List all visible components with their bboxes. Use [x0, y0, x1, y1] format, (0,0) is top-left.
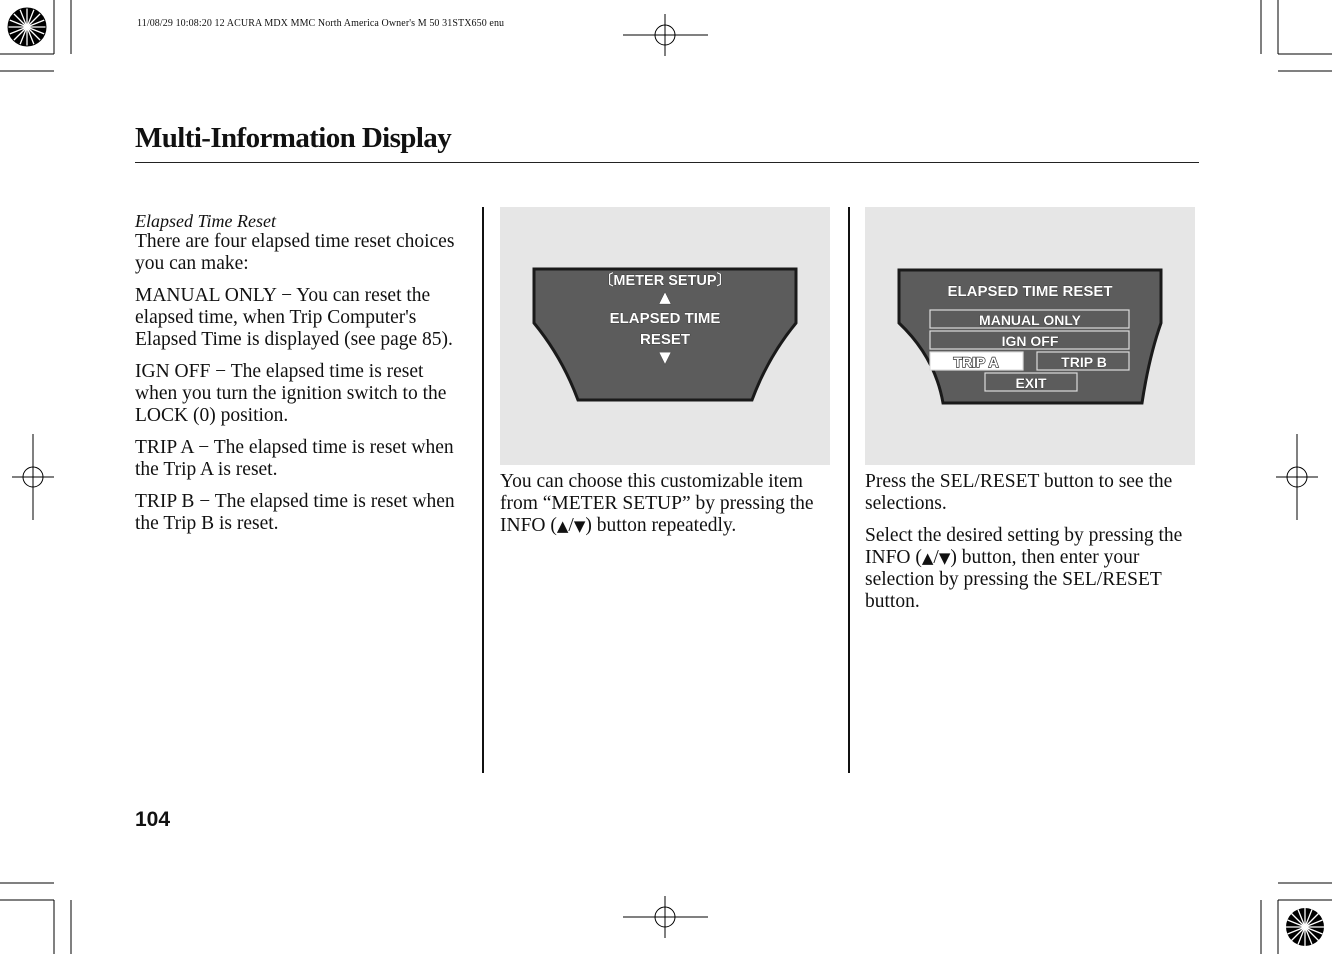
down-arrow-icon: ▼ [573, 517, 586, 535]
column-divider [848, 207, 850, 773]
title-divider [135, 162, 1199, 163]
up-arrow-icon: ▲ [659, 288, 671, 306]
screen-title: 〔METER SETUP〕 [598, 273, 732, 289]
instruction-text: Select the desired setting by pressing the INFO ( [865, 525, 1183, 568]
menu-option: IGN OFF [1001, 333, 1059, 349]
menu-option: EXIT [1015, 375, 1047, 391]
registration-target-icon [1286, 908, 1324, 946]
column-middle [500, 471, 830, 547]
page-number: 104 [135, 808, 171, 831]
screen-line: ELAPSED TIME [609, 310, 721, 327]
column-divider [482, 207, 484, 773]
subheading: Elapsed Time Reset [135, 211, 276, 231]
up-arrow-icon: ▲ [556, 517, 569, 535]
column-right [865, 471, 1200, 623]
instruction-text: You can choose this customizable item from “METER SETUP” by pressing the INFO ( [500, 471, 814, 536]
slash: / [568, 515, 574, 536]
option-description: MANUAL ONLY − You can reset the elapsed time, when Trip Computer's Elapsed Time is displayed (see page 85). [135, 285, 453, 350]
instruction-text: ) button, then enter your selection by pressing the SEL/RESET button. [865, 547, 1162, 612]
screen-title: ELAPSED TIME RESET [947, 283, 1113, 300]
screen-line: RESET [639, 331, 691, 348]
menu-option: TRIP B [1061, 354, 1107, 370]
registration-target-icon [8, 8, 46, 46]
instruction-text: Press the SEL/RESET button to see the selections. [865, 471, 1173, 514]
display-screen [865, 207, 1195, 465]
display-screen [500, 207, 830, 465]
option-description: TRIP B − The elapsed time is reset when the Trip B is reset. [135, 491, 455, 534]
option-description: TRIP A − The elapsed time is reset when the Trip A is reset. [135, 437, 454, 480]
column-left [135, 211, 465, 545]
instruction-text: ) button repeatedly. [585, 515, 737, 536]
slash: / [933, 547, 939, 568]
down-arrow-icon: ▼ [659, 348, 671, 366]
option-description: IGN OFF − The elapsed time is reset when you turn the ignition switch to the LOCK (0) position. [135, 361, 447, 426]
menu-option: MANUAL ONLY [979, 312, 1081, 328]
print-header: 11/08/29 10:08:20 12 ACURA MDX MMC North America Owner's M 50 31STX650 enu [137, 18, 505, 29]
up-arrow-icon: ▲ [921, 549, 934, 567]
intro-text: There are four elapsed time reset choices you can make: [135, 231, 455, 274]
elapsed-time-reset-illustration [865, 207, 1195, 465]
down-arrow-icon: ▼ [938, 549, 951, 567]
page-title: Multi-Information Display [135, 122, 452, 154]
meter-setup-illustration [500, 207, 830, 465]
menu-option-selected: TRIP A [953, 354, 999, 370]
